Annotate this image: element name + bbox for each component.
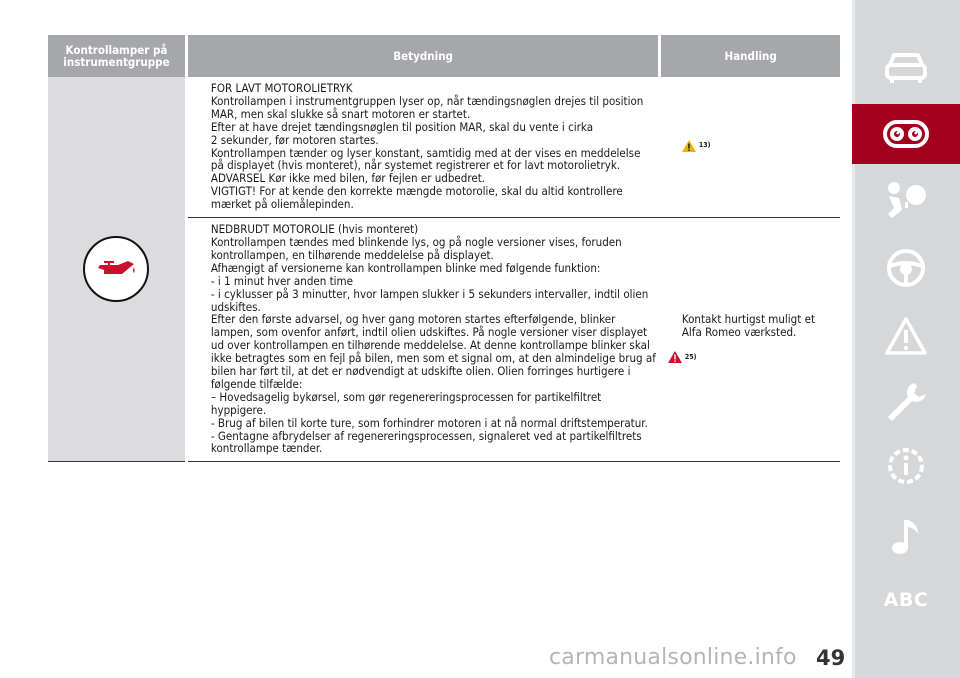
text-line: mærket på oliemålepinden. bbox=[210, 197, 354, 212]
text-line: kontrollampen, en tilhørende meddelelse på displayet. bbox=[210, 247, 494, 262]
warning-reference[interactable] bbox=[682, 139, 711, 152]
text-line: - i cyklusser på 3 minutter, hvor lampen slukker i 5 sekunders intervaller, indtil olien bbox=[210, 286, 649, 301]
text-line: bilen har ført til, at det er nødvendigt at udskifte olien. Olien forringes hurtigere i bbox=[210, 364, 631, 379]
sidebar-item-car[interactable] bbox=[852, 38, 960, 98]
description-low-oil-pressure bbox=[186, 77, 659, 218]
text-line: følgende tilfælde: bbox=[210, 376, 303, 391]
text-line: MAR, men skal slukke så snart motoren er startet. bbox=[210, 106, 471, 121]
text-line: udskiftes. bbox=[210, 299, 261, 314]
action-degraded-engine-oil bbox=[660, 218, 840, 462]
text-line: - Gentagne afbrydelser af regenereringsprocessen, signaleret ved at partikelfiltrets bbox=[210, 428, 642, 443]
sidebar-item-safety[interactable] bbox=[852, 170, 960, 230]
sidebar-item-index[interactable] bbox=[852, 570, 960, 630]
text-line: ADVARSEL Kør ikke med bilen, før fejlen er udbedret. bbox=[210, 171, 486, 186]
text-line: 2 sekunder, før motoren startes. bbox=[210, 132, 379, 147]
warning-triangle-icon bbox=[682, 140, 696, 152]
warning-triangle-icon bbox=[884, 316, 928, 356]
reference-number: 13) bbox=[698, 141, 711, 150]
text-line: lampen, som ovenfor anført, indtil olien udskiftes. På nogle versioner viser displayet bbox=[210, 325, 648, 340]
warning-reference[interactable] bbox=[668, 351, 697, 364]
text-line: – Hovedsagelig bykørsel, som gør regenereringsprocessen for partikelfiltret bbox=[210, 389, 602, 404]
sidebar-item-emergency[interactable] bbox=[852, 306, 960, 366]
text-line: hyppigere. bbox=[210, 402, 267, 417]
chapter-sidebar bbox=[852, 0, 960, 678]
text-line: på displayet (hvis monteret), når systemet registrerer et for lavt motorolietryk. bbox=[210, 158, 621, 173]
header-meaning: Betydning bbox=[186, 35, 659, 77]
action-low-oil-pressure bbox=[660, 77, 840, 218]
warning-lights-table bbox=[48, 35, 840, 462]
airbag-icon bbox=[883, 180, 929, 220]
text-line: kontrollampe tænder. bbox=[210, 441, 323, 456]
text-line: - Brug af bilen til korte ture, som forhindrer motoren i at nå normal driftstemperatur. bbox=[210, 415, 648, 430]
text-line: FOR LAVT MOTOROLIETRYK bbox=[210, 81, 353, 95]
oil-can-icon bbox=[83, 236, 149, 302]
text-line: ud over kontrollampen en tilhørende meddelelse. At denne kontrollampe blinker skal bbox=[210, 338, 650, 353]
text-line: Efter den første advarsel, og hver gang motoren startes efterfølgende, blinker bbox=[210, 312, 616, 327]
text-line: Kontrollampen tænder og lyser konstant, samtidig med at der vises en meddelelse bbox=[210, 145, 641, 160]
table-header-row bbox=[48, 35, 840, 77]
text-line: Kontrollampen i instrumentgruppen lyser op, når tændingsnøglen drejes til position bbox=[210, 93, 644, 108]
sidebar-item-multimedia[interactable] bbox=[852, 506, 960, 566]
action-text: Alfa Romeo værksted. bbox=[681, 324, 797, 339]
car-icon bbox=[883, 50, 929, 86]
steering-wheel-icon bbox=[885, 247, 927, 289]
music-note-icon bbox=[888, 516, 924, 556]
page-number: 49 bbox=[816, 646, 846, 670]
wrench-icon bbox=[884, 380, 928, 424]
gear-info-icon bbox=[884, 444, 928, 488]
reference-number: 25) bbox=[684, 352, 697, 361]
sidebar-item-dashboard[interactable] bbox=[852, 104, 960, 164]
text-line: - i 1 minut hver anden time bbox=[210, 273, 353, 288]
warning-triangle-icon bbox=[668, 351, 682, 363]
header-action: Handling bbox=[660, 35, 840, 77]
text-line: Efter at have drejet tændingsnøglen til position MAR, skal du vente i cirka bbox=[210, 119, 594, 134]
warning-light-cell bbox=[48, 77, 186, 462]
text-line: NEDBRUDT MOTOROLIE (hvis monteret) bbox=[210, 222, 419, 237]
sidebar-item-maintenance[interactable] bbox=[852, 372, 960, 432]
sidebar-item-driving[interactable] bbox=[852, 238, 960, 298]
table-row-low-oil-pressure bbox=[48, 77, 840, 218]
text-line: Afhængigt af versionerne kan kontrollampen blinke med følgende funktion: bbox=[210, 260, 601, 275]
dashboard-icon bbox=[882, 119, 930, 149]
sidebar-item-technical-data[interactable] bbox=[852, 436, 960, 496]
text-line: VIGTIGT! For at kende den korrekte mængde motorolie, skal du altid kontrollere bbox=[210, 184, 623, 199]
text-line: Kontrollampen tændes med blinkende lys, og på nogle versioner vises, foruden bbox=[210, 234, 622, 249]
watermark: carmanualsonline.info bbox=[549, 645, 797, 670]
header-warning-lights: Kontrollamper på instrumentgruppe bbox=[48, 35, 186, 77]
text-line: ikke betragtes som en fejl på bilen, men som et signal om, at den almindelige brug af bbox=[210, 351, 656, 366]
action-text: Kontakt hurtigst muligt et bbox=[681, 311, 815, 326]
description-degraded-engine-oil bbox=[186, 218, 659, 462]
abc-label: ABC bbox=[883, 589, 929, 611]
